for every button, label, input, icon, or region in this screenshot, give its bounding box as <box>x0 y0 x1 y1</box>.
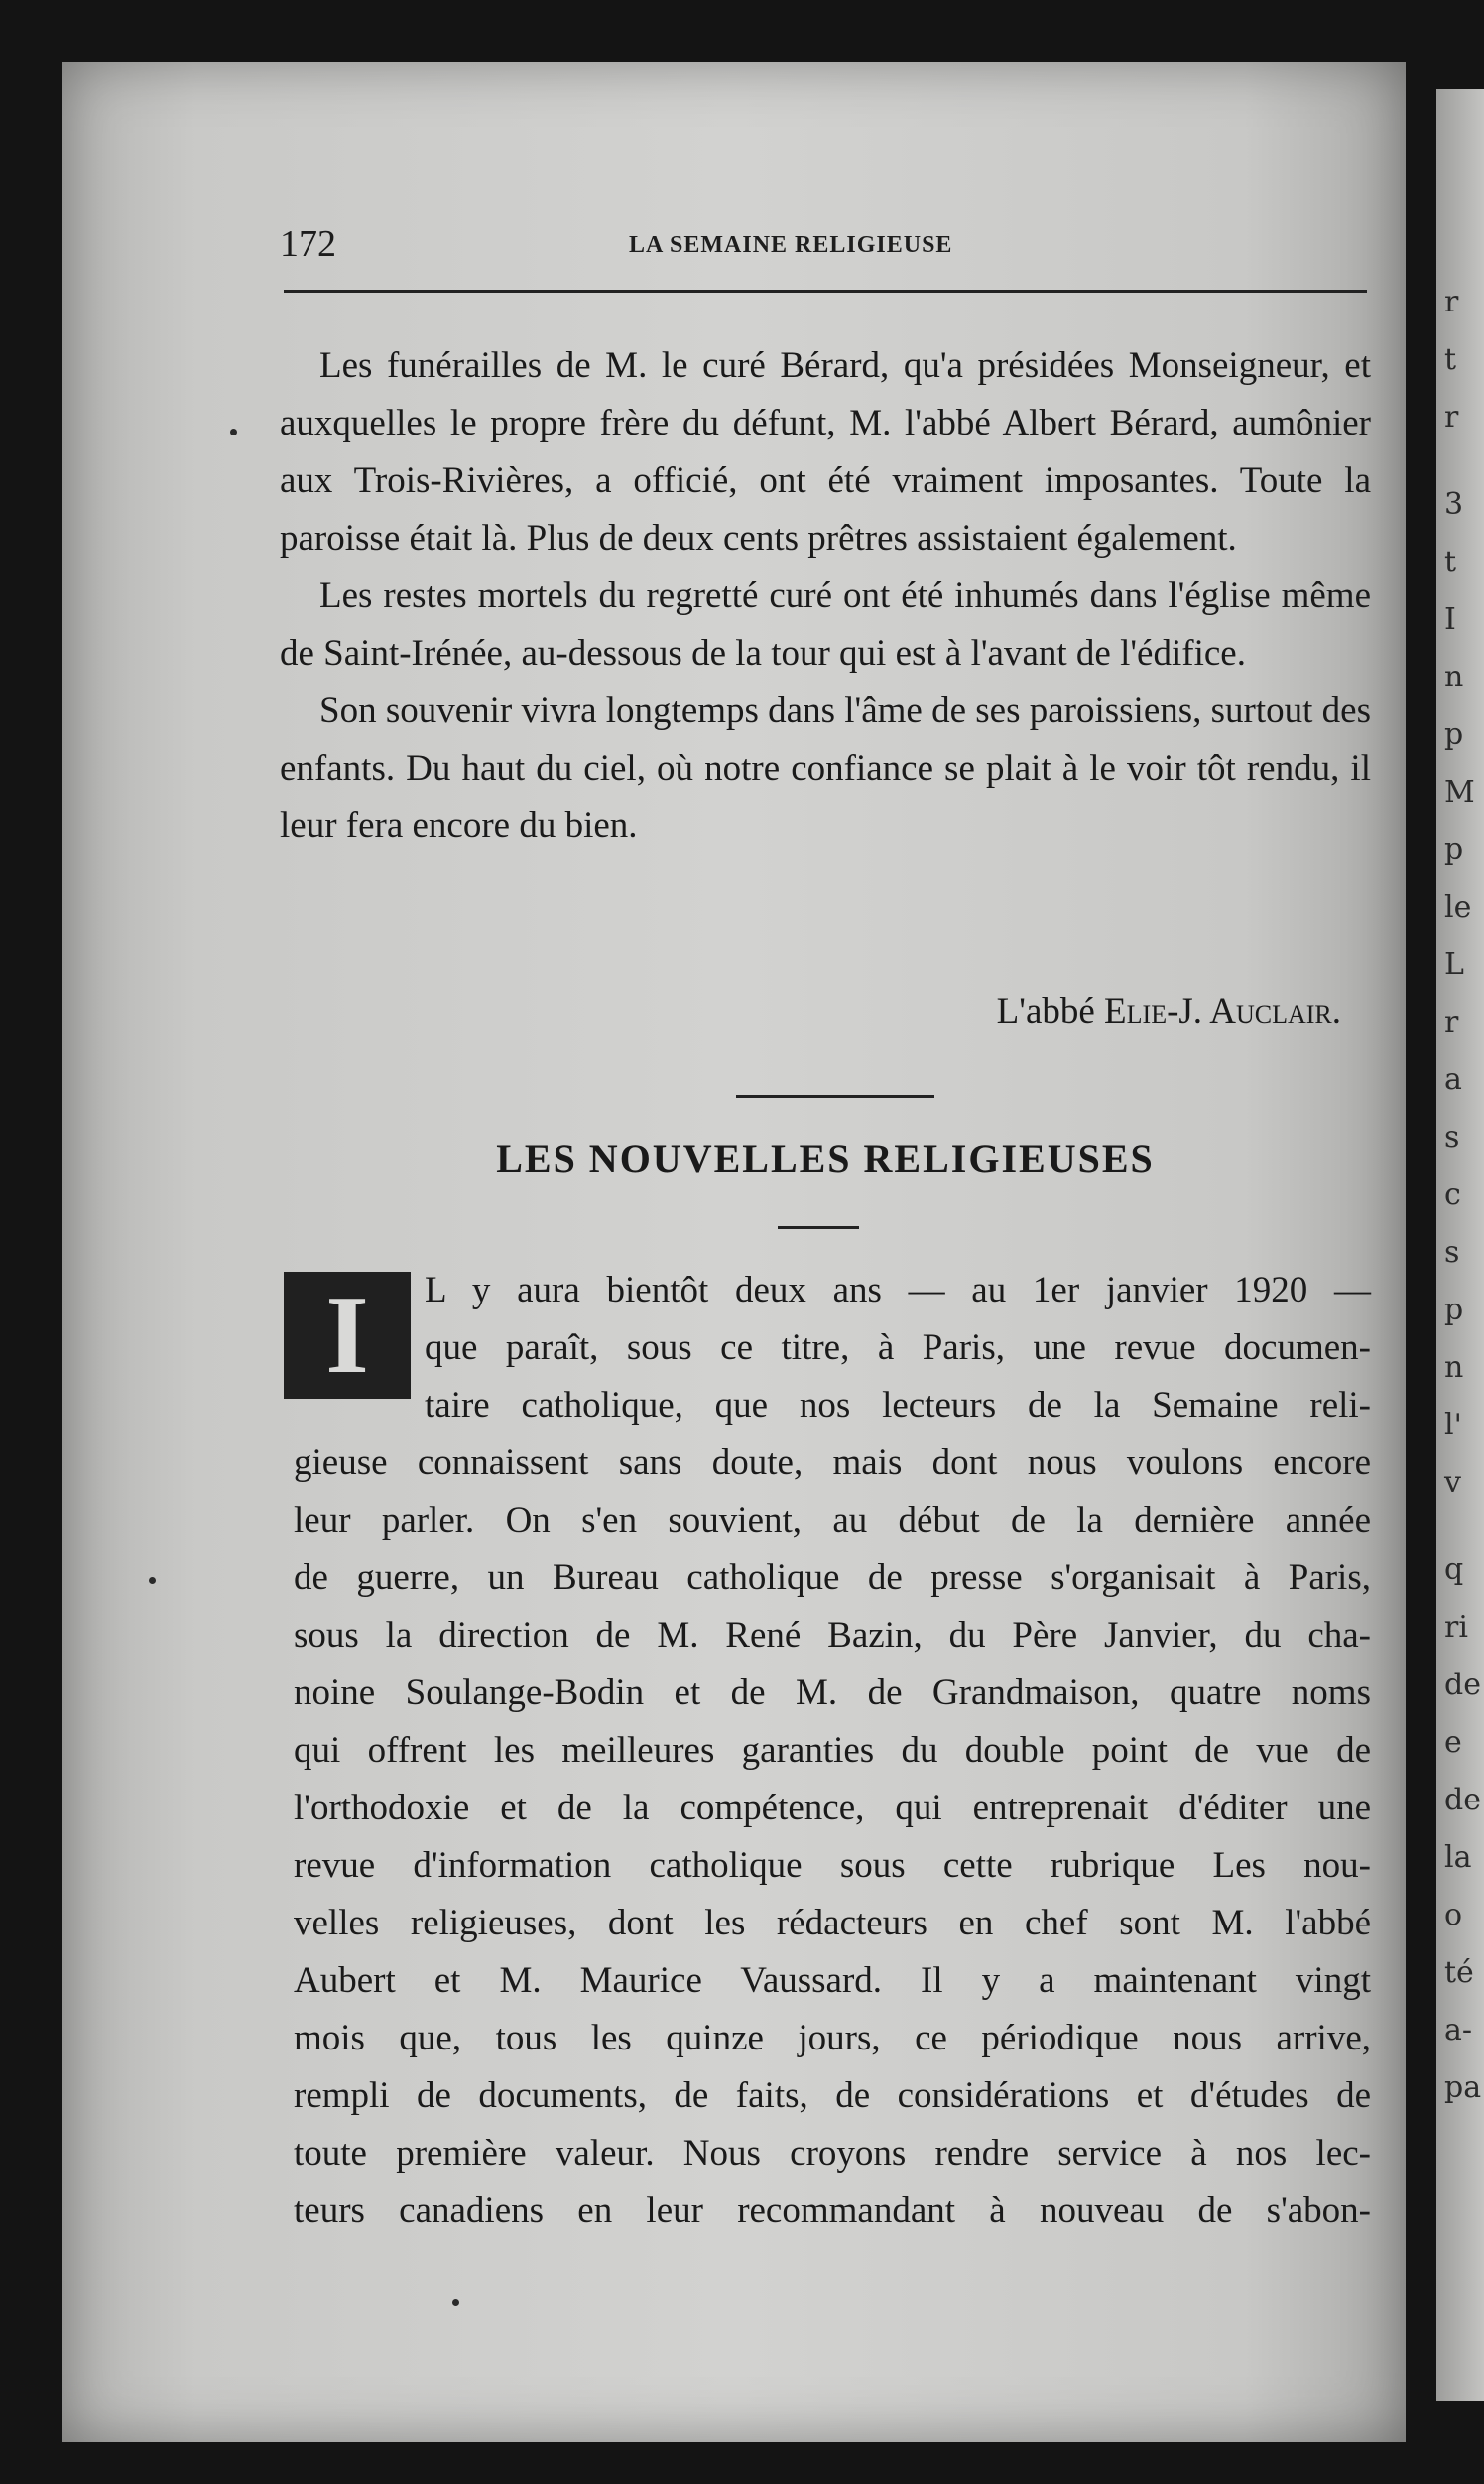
signature <box>280 990 1341 1033</box>
text-line: l'orthodoxie et de la compétence, qui entreprenait d'éditer une <box>294 1788 1371 1828</box>
fragment: de <box>1444 1668 1481 1702</box>
fragment: s <box>1444 1235 1460 1270</box>
ink-speck <box>149 1577 156 1584</box>
text-line: revue d'information catholique sous cette rubrique Les nou- <box>294 1845 1371 1886</box>
fragment: r <box>1444 1005 1459 1040</box>
fragment: n <box>1444 660 1464 694</box>
section-divider <box>736 1095 934 1098</box>
text-line: L y aura bientôt deux ans — au 1er janvier 1920 — <box>425 1270 1371 1310</box>
paragraph: Les funérailles de M. le curé Bérard, qu'a présidées Monseigneur, et auxquelles le propre frère du défunt, M. l'abbé Albert Bérard, aumônier aux Trois-Rivières, a officié, ont été vraiment imposantes. Toute la paroisse était là. Plus de deux cents prêtres assistaient également. <box>280 345 1371 559</box>
fragment: I <box>1444 602 1456 637</box>
fragment: r <box>1444 285 1459 319</box>
fragment: q <box>1444 1552 1464 1587</box>
ink-speck <box>230 429 237 435</box>
fragment: té <box>1444 1955 1474 1990</box>
fragment: t <box>1444 342 1457 377</box>
fragment: c <box>1444 1178 1461 1212</box>
fragment: t <box>1444 545 1457 579</box>
text-line: Aubert et M. Maurice Vaussard. Il y a maintenant vingt <box>294 1960 1371 2001</box>
fragment: s <box>1444 1120 1460 1155</box>
section-title: LES NOUVELLES RELIGIEUSES <box>496 1136 1155 1180</box>
text-line: qui offrent les meilleures garanties du double point de vue de <box>294 1730 1371 1771</box>
initial-letter: I <box>325 1274 369 1397</box>
text-line: leur parler. On s'en souvient, au début de la dernière année <box>294 1500 1371 1541</box>
fragment: la <box>1444 1840 1472 1875</box>
text-line: toute première valeur. Nous croyons rendre service à nos lec- <box>294 2133 1371 2174</box>
fragment: r <box>1444 400 1459 435</box>
fragment: v <box>1444 1465 1461 1500</box>
fragment: pa <box>1444 2070 1482 2105</box>
header-rule <box>284 290 1367 293</box>
fragment: p <box>1444 1293 1464 1327</box>
fragment: o <box>1444 1898 1463 1932</box>
fragment: M <box>1444 775 1475 809</box>
fragment: a <box>1444 1062 1462 1097</box>
paragraph: Les restes mortels du regretté curé ont été inhumés dans l'église même de Saint-Irénée, au-dessous de la tour qui est à l'avant de l'édifice. <box>280 575 1371 674</box>
adjacent-page-edge <box>1436 89 1484 2401</box>
text-line: mois que, tous les quinze jours, ce périodique nous arrive, <box>294 2018 1371 2058</box>
ink-speck <box>452 2299 459 2306</box>
page-header <box>280 222 1371 282</box>
fragment: de <box>1444 1783 1481 1817</box>
page-number: 172 <box>280 223 336 265</box>
fragment: ri <box>1444 1610 1468 1645</box>
text-line: de guerre, un Bureau catholique de presse s'organisait à Paris, <box>294 1557 1371 1598</box>
signature-name: Elie-J. Auclair. <box>1104 991 1341 1032</box>
signature-prefix: L'abbé <box>996 991 1105 1032</box>
text-line: que paraît, sous ce titre, à Paris, une revue documen- <box>425 1327 1371 1368</box>
running-title: LA SEMAINE RELIGIEUSE <box>629 232 953 258</box>
fragment: le <box>1444 890 1472 925</box>
text-line: taire catholique, que nos lecteurs de la Semaine reli- <box>425 1385 1371 1426</box>
fragment: l' <box>1444 1408 1462 1442</box>
text-line: sous la direction de M. René Bazin, du Père Janvier, du cha- <box>294 1615 1371 1656</box>
fragment: 3 <box>1444 487 1464 522</box>
fragment: e <box>1444 1725 1462 1760</box>
paragraph: Son souvenir vivra longtemps dans l'âme de ses paroissiens, surtout des enfants. Du haut du ciel, où notre confiance se plait à le voir tôt rendu, il leur fera encore du bien. <box>280 690 1371 846</box>
text-line: gieuse connaissent sans doute, mais dont nous voulons encore <box>294 1442 1371 1483</box>
fragment: p <box>1444 717 1464 752</box>
text-line: velles religieuses, dont les rédacteurs en chef sont M. l'abbé <box>294 1903 1371 1943</box>
fragment: a- <box>1444 2013 1473 2048</box>
fragment: n <box>1444 1350 1464 1385</box>
text-line: rempli de documents, de faits, de considérations et d'études de <box>294 2075 1371 2116</box>
fragment: L <box>1444 947 1464 982</box>
article-body-2 <box>294 1262 1371 2240</box>
fragment: p <box>1444 832 1464 867</box>
title-underline <box>778 1226 859 1229</box>
article-body <box>280 337 1371 855</box>
text-line: noine Soulange-Bodin et de M. de Grandmaison, quatre noms <box>294 1673 1371 1713</box>
text-line: teurs canadiens en leur recommandant à nouveau de s'abon- <box>294 2190 1371 2231</box>
